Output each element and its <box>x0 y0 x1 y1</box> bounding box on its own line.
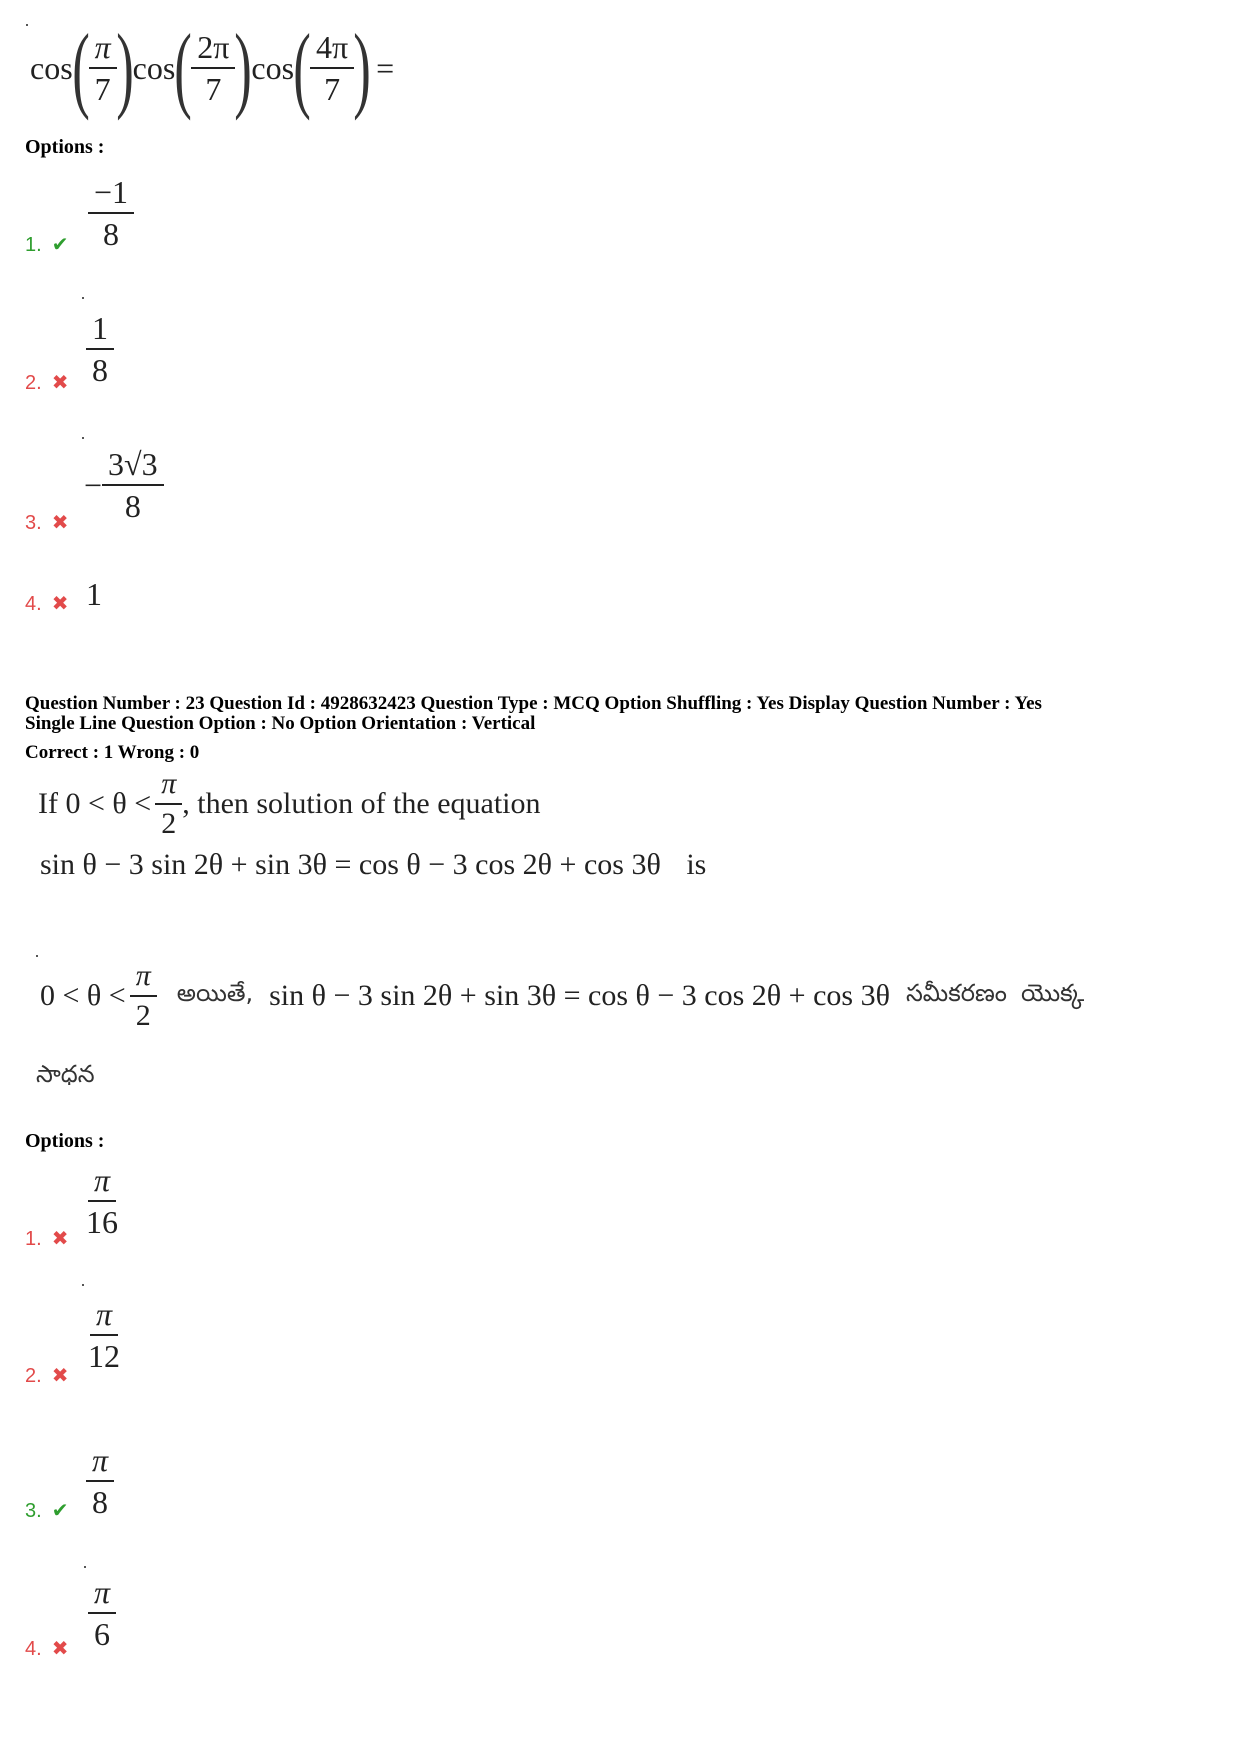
question-meta-line-2: Single Line Question Option : No Option Orientation : Vertical <box>25 713 536 734</box>
scan-dot <box>82 1284 84 1286</box>
options-heading: Options : <box>25 1130 105 1152</box>
option-row-1[interactable] <box>25 1226 68 1251</box>
option-number: 2. <box>25 372 42 394</box>
option-number: 4. <box>25 593 42 615</box>
scan-dot <box>26 24 28 26</box>
cos-term-2: cos <box>132 49 176 86</box>
equals-sign: = <box>376 49 395 86</box>
options-heading: Options : <box>25 136 105 158</box>
right-paren: ) <box>115 14 134 121</box>
telugu-word: యొక్క <box>1020 979 1085 1007</box>
equation: sin θ − 3 sin 2θ + sin 3θ = cos θ − 3 cos 2θ + cos 3θ <box>40 848 661 881</box>
numerator: π <box>89 31 117 69</box>
telugu-word: సమీకరణం <box>905 979 1007 1007</box>
telugu-question-line-2: సాధన <box>36 1060 95 1088</box>
option-row-2[interactable] <box>25 370 68 395</box>
fraction-4pi-over-7 <box>310 31 354 105</box>
condition-text: 0 < θ < <box>40 979 126 1012</box>
numerator: π <box>88 1576 116 1614</box>
numerator: π <box>155 769 182 805</box>
option-value-pi-over-6 <box>88 1576 116 1650</box>
option-row-4[interactable] <box>25 591 68 616</box>
then-text: , then solution of the equation <box>182 787 541 820</box>
scan-dot <box>36 955 38 957</box>
denominator: 7 <box>324 71 341 107</box>
cos-term-1: cos <box>30 49 73 86</box>
option-value-pi-over-12 <box>82 1298 126 1372</box>
marks-line: Correct : 1 Wrong : 0 <box>25 742 200 763</box>
fraction <box>102 448 164 522</box>
denominator: 8 <box>103 216 120 252</box>
fraction-pi-over-2 <box>155 769 182 839</box>
left-paren: ( <box>71 14 90 121</box>
fraction-2pi-over-7 <box>191 31 235 105</box>
english-question-line-2 <box>40 848 706 882</box>
option-value-pi-over-16 <box>80 1164 124 1238</box>
numerator: π <box>86 1444 114 1482</box>
option-row-2[interactable] <box>25 1363 68 1388</box>
numerator: π <box>130 961 157 997</box>
cross-icon: ✖ <box>51 591 69 615</box>
equation: sin θ − 3 sin 2θ + sin 3θ = cos θ − 3 cos 2θ + cos 3θ <box>269 979 890 1012</box>
numerator: π <box>88 1164 116 1202</box>
option-row-3[interactable] <box>25 1498 68 1523</box>
denominator: 2 <box>135 999 151 1032</box>
cross-icon: ✖ <box>51 1363 69 1387</box>
option-number: 3. <box>25 512 42 534</box>
option-row-1[interactable] <box>25 232 68 257</box>
denominator: 7 <box>205 71 222 107</box>
left-paren: ( <box>293 14 311 121</box>
check-icon: ✔ <box>51 1498 69 1522</box>
option-value-neg-3root3-over-8 <box>84 448 164 522</box>
q22-expression <box>30 14 395 121</box>
denominator: 6 <box>94 1616 111 1652</box>
is-text: is <box>686 848 707 881</box>
right-paren: ) <box>234 14 253 121</box>
option-value-pi-over-8 <box>86 1444 114 1518</box>
option-number: 1. <box>25 1228 42 1250</box>
option-number: 2. <box>25 1365 42 1387</box>
denominator: 7 <box>94 71 111 107</box>
option-number: 1. <box>25 234 42 256</box>
english-question-line-1 <box>38 768 541 840</box>
option-value-1-over-8 <box>86 312 114 386</box>
cross-icon: ✖ <box>51 1636 69 1660</box>
scan-dot <box>84 1566 86 1568</box>
numerator: −1 <box>88 176 134 214</box>
option-row-3[interactable] <box>25 510 68 535</box>
fraction-pi-over-7 <box>89 31 117 105</box>
numerator: 3√3 <box>102 448 164 486</box>
denominator: 8 <box>92 1484 109 1520</box>
cross-icon: ✖ <box>51 510 69 534</box>
left-paren: ( <box>174 14 193 121</box>
numerator: π <box>90 1298 118 1336</box>
right-paren: ) <box>353 14 371 121</box>
fraction-pi-over-2 <box>130 961 157 1031</box>
numerator: 2π <box>191 31 235 69</box>
denominator: 8 <box>124 488 141 524</box>
option-number: 4. <box>25 1638 42 1660</box>
cos-term-3: cos <box>251 49 295 86</box>
scan-dot <box>82 297 84 299</box>
scan-dot <box>82 437 84 439</box>
option-row-4[interactable] <box>25 1636 68 1661</box>
telugu-word: అయితే, <box>176 979 254 1007</box>
option-value-1: 1 <box>86 576 102 612</box>
question-meta-line-1: Question Number : 23 Question Id : 4928632423 Question Type : MCQ Option Shuffling : Yes Display Question Number : Yes <box>25 693 1042 714</box>
numerator: 1 <box>86 312 114 350</box>
numerator: 4π <box>310 31 354 69</box>
condition-text: If 0 < θ < <box>38 787 152 820</box>
denominator: 8 <box>92 352 108 388</box>
cross-icon: ✖ <box>51 370 69 394</box>
check-icon: ✔ <box>51 232 69 256</box>
denominator: 16 <box>86 1204 118 1240</box>
cross-icon: ✖ <box>51 1226 69 1250</box>
minus-sign: − <box>84 466 103 503</box>
denominator: 2 <box>161 807 177 840</box>
telugu-question-line-1 <box>40 958 1084 1034</box>
option-number: 3. <box>25 1500 42 1522</box>
option-value-neg-1-over-8 <box>88 176 134 250</box>
denominator: 12 <box>88 1338 120 1374</box>
